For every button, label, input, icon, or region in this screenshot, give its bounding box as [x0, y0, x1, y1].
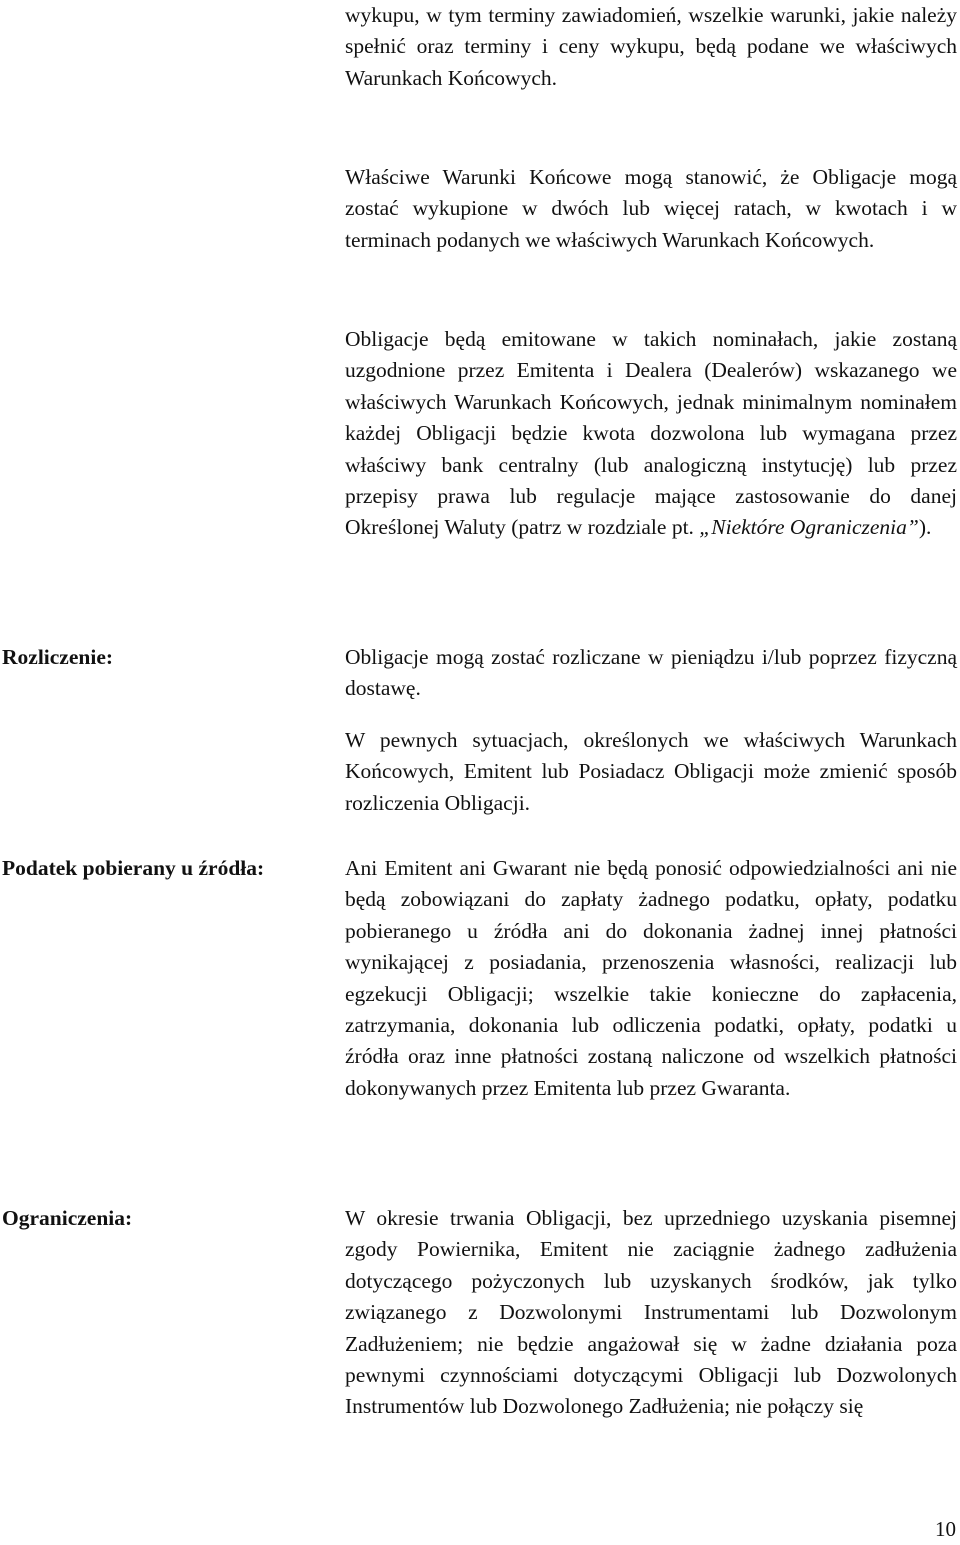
paragraph-installments: Właściwe Warunki Końcowe mogą stanowić, że Obligacje mogą zostać wykupione w dwóch lub więcej ratach, w kwotach i w terminach podanych we właściwych Warunkach Końcowych.	[345, 165, 957, 252]
paragraph-restrictions: W okresie trwania Obligacji, bez uprzedniego uzyskania pisemnej zgody Powiernika, Emitent nie zaciągnie żadnego zadłużenia dotyczącego pożyczonych lub uzyskanych środków, jak tylko związanego z Dozwolonymi Instrumentami lub Dozwolonym Zadłużeniem; nie będzie angażował się w żadne działania poza pewnymi czynnościami dotyczącymi Obligacji lub Dozwolonych Instrumentów lub Dozwolonego Zadłużenia; nie połączy się	[345, 1206, 957, 1419]
paragraph-withholding-tax: Ani Emitent ani Gwarant nie będą ponosić odpowiedzialności ani nie będą zobowiązani do zapłaty żadnego podatku, opłaty, podatku pobieranego u źródła ani do dokonania żadnej innej płatności wynikającej z posiadania, przenoszenia własności, realizacji lub egzekucji Obligacji; wszelkie takie konieczne do zapłacenia, zatrzymania, dokonania lub odliczenia podatki, opłaty, podatki u źródła oraz inne płatności zostaną naliczone od wszelkich płatności dokonywanych przez Emitenta lub przez Gwaranta.	[345, 856, 957, 1100]
denominations-text: Obligacje będą emitowane w takich nominałach, jakie zostaną uzgodnione przez Emitenta i Dealera (Dealerów) wskazanego we właściwych Warunkach Końcowych, jednak minimalnym nominałem każdej Obligacji będzie kwota dozwolona lub wymagana przez właściwy bank centralny (lub analogiczną instytucję) lub przez przepisy prawa lub regulacje mające zastosowanie do danej Określonej Waluty (patrz w rozdziale pt.	[345, 327, 957, 540]
paragraph-redemption-terms: wykupu, w tym terminy zawiadomień, wszelkie warunki, jakie należy spełnić oraz terminy i ceny wykupu, będą podane we właściwych Warunkach Końcowych.	[345, 3, 957, 90]
section-label-restrictions: Ograniczenia:	[2, 1206, 133, 1230]
paragraph-denominations	[345, 324, 957, 544]
paragraph-settlement: Obligacje mogą zostać rozliczane w pieniądzu i/lub poprzez fizyczną dostawę.	[345, 645, 957, 701]
page-number: 10	[935, 1517, 956, 1541]
section-label-settlement: Rozliczenie:	[2, 645, 114, 669]
denominations-reference: „Niektóre Ograniczenia”	[699, 515, 919, 540]
section-label-withholding-tax: Podatek pobierany u źródła:	[2, 856, 265, 880]
denominations-tail: ).	[918, 515, 932, 540]
paragraph-settlement-change: W pewnych sytuacjach, określonych we właściwych Warunkach Końcowych, Emitent lub Posiadacz Obligacji może zmienić sposób rozliczenia Obligacji.	[345, 728, 957, 815]
